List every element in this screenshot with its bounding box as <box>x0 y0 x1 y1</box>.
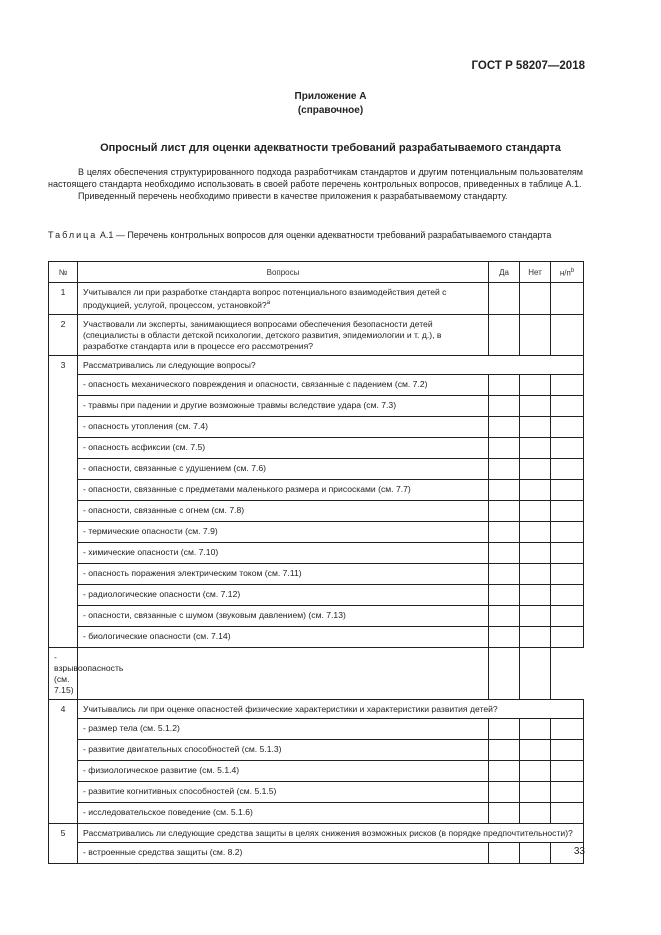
question-label: - физиологическое развитие (см. 5.1.4) <box>83 764 240 775</box>
answer-cell-yes[interactable] <box>489 626 520 647</box>
table-caption-text: А.1 — Перечень контрольных вопросов для оценки адекватности требований разрабатываемого стандарта <box>99 230 552 240</box>
answer-cell-na[interactable] <box>551 479 584 500</box>
question-label: - опасности, связанные с предметами маленького размера и присосками (см. 7.7) <box>83 483 411 494</box>
table-row <box>49 374 584 395</box>
table-row <box>49 781 584 802</box>
answer-cell-no[interactable] <box>520 802 551 823</box>
sub-question-text <box>78 718 489 739</box>
answer-cell-no[interactable] <box>520 718 551 739</box>
answer-cell-no[interactable] <box>520 374 551 395</box>
answer-cell-no[interactable] <box>520 458 551 479</box>
answer-cell-na[interactable] <box>520 647 551 699</box>
question-label: - встроенные средства защиты (см. 8.2) <box>83 846 243 857</box>
question-text <box>78 823 584 842</box>
table-row <box>49 479 584 500</box>
answer-cell-yes[interactable] <box>489 314 520 355</box>
answer-cell-no[interactable] <box>520 395 551 416</box>
answer-cell-yes[interactable] <box>489 416 520 437</box>
answer-cell-na[interactable] <box>551 542 584 563</box>
header-questions: Вопросы <box>78 262 489 283</box>
answer-cell-no[interactable] <box>520 437 551 458</box>
answer-cell-na[interactable] <box>551 584 584 605</box>
table-row <box>49 563 584 584</box>
question-label: - биологические опасности (см. 7.14) <box>83 630 231 641</box>
footnote-marker: a <box>266 300 271 306</box>
sub-question-text <box>78 395 489 416</box>
table-row <box>49 718 584 739</box>
answer-cell-yes[interactable] <box>489 842 520 863</box>
table-row <box>49 739 584 760</box>
answer-cell-na[interactable] <box>551 500 584 521</box>
table-row <box>49 355 584 374</box>
answer-cell-no[interactable] <box>489 647 520 699</box>
table-row <box>49 823 584 842</box>
sub-question-text <box>78 521 489 542</box>
question-label: Учитывались ли при оценке опасностей физические характеристики и характеристики развития детей? <box>83 703 498 714</box>
table-row <box>49 584 584 605</box>
sub-question-text <box>78 500 489 521</box>
table-row <box>49 760 584 781</box>
row-number: 5 <box>49 823 78 863</box>
question-label: - опасность утопления (см. 7.4) <box>83 420 208 431</box>
question-label: Учитывался ли при разработке стандарта вопрос потенциального взаимодействия детей с продукцией, услугой, процессом, установкой? <box>83 287 447 310</box>
intro-paragraph-2: Приведенный перечень необходимо привести в качестве приложения к разрабатываемому стандарту. <box>78 191 508 201</box>
question-label: - химические опасности (см. 7.10) <box>83 546 219 557</box>
table-row <box>49 626 584 647</box>
table-row <box>49 395 584 416</box>
question-label: - опасности, связанные с шумом (звуковым давлением) (см. 7.13) <box>83 609 346 620</box>
answer-cell-no[interactable] <box>520 500 551 521</box>
question-label: - взрывоопасность (см. 7.15) <box>54 651 124 695</box>
question-label: - термические опасности (см. 7.9) <box>83 525 218 536</box>
answer-cell-yes[interactable] <box>489 500 520 521</box>
answer-cell-no[interactable] <box>520 521 551 542</box>
table-row <box>49 802 584 823</box>
question-label: - радиологические опасности (см. 7.12) <box>83 588 241 599</box>
answer-cell-no[interactable] <box>520 416 551 437</box>
answer-cell-no[interactable] <box>520 542 551 563</box>
header-no: Нет <box>520 262 551 283</box>
sub-question-text <box>78 479 489 500</box>
sub-question-text <box>78 416 489 437</box>
answer-cell-na[interactable] <box>551 521 584 542</box>
table-row <box>49 605 584 626</box>
question-text <box>78 283 489 315</box>
answer-cell-yes[interactable] <box>489 739 520 760</box>
document-code: ГОСТ Р 58207—2018 <box>471 60 585 72</box>
sub-question-text <box>78 802 489 823</box>
table-caption <box>48 229 583 241</box>
sub-question-text <box>78 842 489 863</box>
answer-cell-yes[interactable] <box>78 647 489 699</box>
form-title: Опросный лист для оценки адекватности требований разрабатываемого стандарта <box>100 142 561 154</box>
answer-cell-yes[interactable] <box>489 584 520 605</box>
sub-question-text <box>49 647 124 699</box>
question-label: Рассматривались ли следующие средства защиты в целях снижения возможных рисков (в порядке предпочтительности)? <box>83 827 573 838</box>
answer-cell-yes[interactable] <box>489 374 520 395</box>
answer-cell-yes[interactable] <box>489 479 520 500</box>
answer-cell-no[interactable] <box>520 479 551 500</box>
table-row <box>49 842 584 863</box>
answer-cell-no[interactable] <box>520 584 551 605</box>
page-number: 33 <box>573 846 585 857</box>
sub-question-text <box>78 563 489 584</box>
sub-question-text <box>78 542 489 563</box>
row-number: 3 <box>49 355 78 647</box>
question-label: Участвовали ли эксперты, занимающиеся вопросами обеспечения безопасности детей (специалисты в области детской психологии, детского развития, эпидемиологии и т. д.), в разработке стандарта или в процессе его рассмотрения? <box>83 318 442 351</box>
sub-question-text <box>78 739 489 760</box>
question-label: - развитие двигательных способностей (см. 5.1.3) <box>83 743 282 754</box>
sub-question-text <box>78 458 489 479</box>
answer-cell-na[interactable] <box>551 626 584 647</box>
row-number: 1 <box>49 283 78 315</box>
answer-cell-yes[interactable] <box>489 781 520 802</box>
question-label: Рассматривались ли следующие вопросы? <box>83 359 256 370</box>
table-header-row <box>49 262 584 283</box>
header-yes: Да <box>489 262 520 283</box>
checklist-table <box>48 261 584 864</box>
appendix-subtitle: (справочное) <box>297 105 364 116</box>
table-row <box>49 699 584 718</box>
answer-cell-na[interactable] <box>551 283 584 315</box>
answer-cell-yes[interactable] <box>489 458 520 479</box>
answer-cell-no[interactable] <box>520 605 551 626</box>
answer-cell-no[interactable] <box>520 314 551 355</box>
answer-cell-no[interactable] <box>520 842 551 863</box>
header-na-label: н/п <box>559 268 571 278</box>
question-label: - исследовательское поведение (см. 5.1.6) <box>83 806 253 817</box>
table-row <box>49 521 584 542</box>
question-text <box>78 314 489 355</box>
table-caption-label: Таблица <box>48 230 98 240</box>
answer-cell-na[interactable] <box>551 458 584 479</box>
table-row <box>49 458 584 479</box>
answer-cell-yes[interactable] <box>489 521 520 542</box>
question-text <box>78 355 584 374</box>
answer-cell-na[interactable] <box>551 314 584 355</box>
answer-cell-yes[interactable] <box>489 283 520 315</box>
sub-question-text <box>78 760 489 781</box>
header-num: № <box>49 262 78 283</box>
question-label: - развитие когнитивных способностей (см. 5.1.5) <box>83 785 277 796</box>
header-na <box>551 262 584 283</box>
table-row <box>49 542 584 563</box>
question-label: - размер тела (см. 5.1.2) <box>83 722 180 733</box>
answer-cell-na[interactable] <box>551 718 584 739</box>
intro-text <box>48 166 583 202</box>
answer-cell-no[interactable] <box>520 760 551 781</box>
answer-cell-na[interactable] <box>551 739 584 760</box>
answer-cell-yes[interactable] <box>489 760 520 781</box>
table-row <box>49 437 584 458</box>
answer-cell-yes[interactable] <box>489 437 520 458</box>
answer-cell-yes[interactable] <box>489 605 520 626</box>
table-row <box>49 283 584 315</box>
table-row <box>49 314 584 355</box>
answer-cell-na[interactable] <box>551 416 584 437</box>
intro-paragraph-1: В целях обеспечения структурированного подхода разработчикам стандартов и другим потенциальным пользователям настоящего стандарта необходимо использовать в своей работе перечень контрольных вопросов, приведенных в таблице А.1. <box>48 167 583 189</box>
table-row <box>49 500 584 521</box>
answer-cell-yes[interactable] <box>489 563 520 584</box>
sub-question-text <box>78 437 489 458</box>
answer-cell-na[interactable] <box>551 395 584 416</box>
question-label: - опасность механического повреждения и опасности, связанные с падением (см. 7.2) <box>83 378 428 389</box>
answer-cell-na[interactable] <box>551 802 584 823</box>
question-text <box>78 699 584 718</box>
answer-cell-no[interactable] <box>520 739 551 760</box>
answer-cell-yes[interactable] <box>489 802 520 823</box>
table-row <box>49 647 584 699</box>
sub-question-text <box>78 584 489 605</box>
answer-cell-na[interactable] <box>551 437 584 458</box>
row-number: 2 <box>49 314 78 355</box>
question-label: - опасность асфиксии (см. 7.5) <box>83 441 206 452</box>
question-label: - опасности, связанные с удушением (см. 7.6) <box>83 462 267 473</box>
question-label: - опасности, связанные с огнем (см. 7.8) <box>83 504 245 515</box>
sub-question-text <box>78 626 489 647</box>
answer-cell-yes[interactable] <box>489 542 520 563</box>
answer-cell-yes[interactable] <box>489 395 520 416</box>
answer-cell-na[interactable] <box>551 563 584 584</box>
answer-cell-no[interactable] <box>520 283 551 315</box>
answer-cell-no[interactable] <box>520 781 551 802</box>
answer-cell-no[interactable] <box>520 626 551 647</box>
appendix-heading <box>0 90 661 118</box>
answer-cell-no[interactable] <box>520 563 551 584</box>
question-label: - травмы при падении и другие возможные травмы вследствие удара (см. 7.3) <box>83 399 397 410</box>
row-number: 4 <box>49 699 78 823</box>
sub-question-text <box>78 374 489 395</box>
answer-cell-yes[interactable] <box>489 718 520 739</box>
appendix-title: Приложение А <box>294 91 367 102</box>
answer-cell-na[interactable] <box>551 605 584 626</box>
answer-cell-na[interactable] <box>551 760 584 781</box>
answer-cell-na[interactable] <box>551 781 584 802</box>
sub-question-text <box>78 605 489 626</box>
table-row <box>49 416 584 437</box>
header-na-sup: b <box>570 267 575 274</box>
table-body <box>49 283 584 864</box>
sub-question-text <box>78 781 489 802</box>
answer-cell-na[interactable] <box>551 374 584 395</box>
question-label: - опасность поражения электрическим током (см. 7.11) <box>83 567 302 578</box>
